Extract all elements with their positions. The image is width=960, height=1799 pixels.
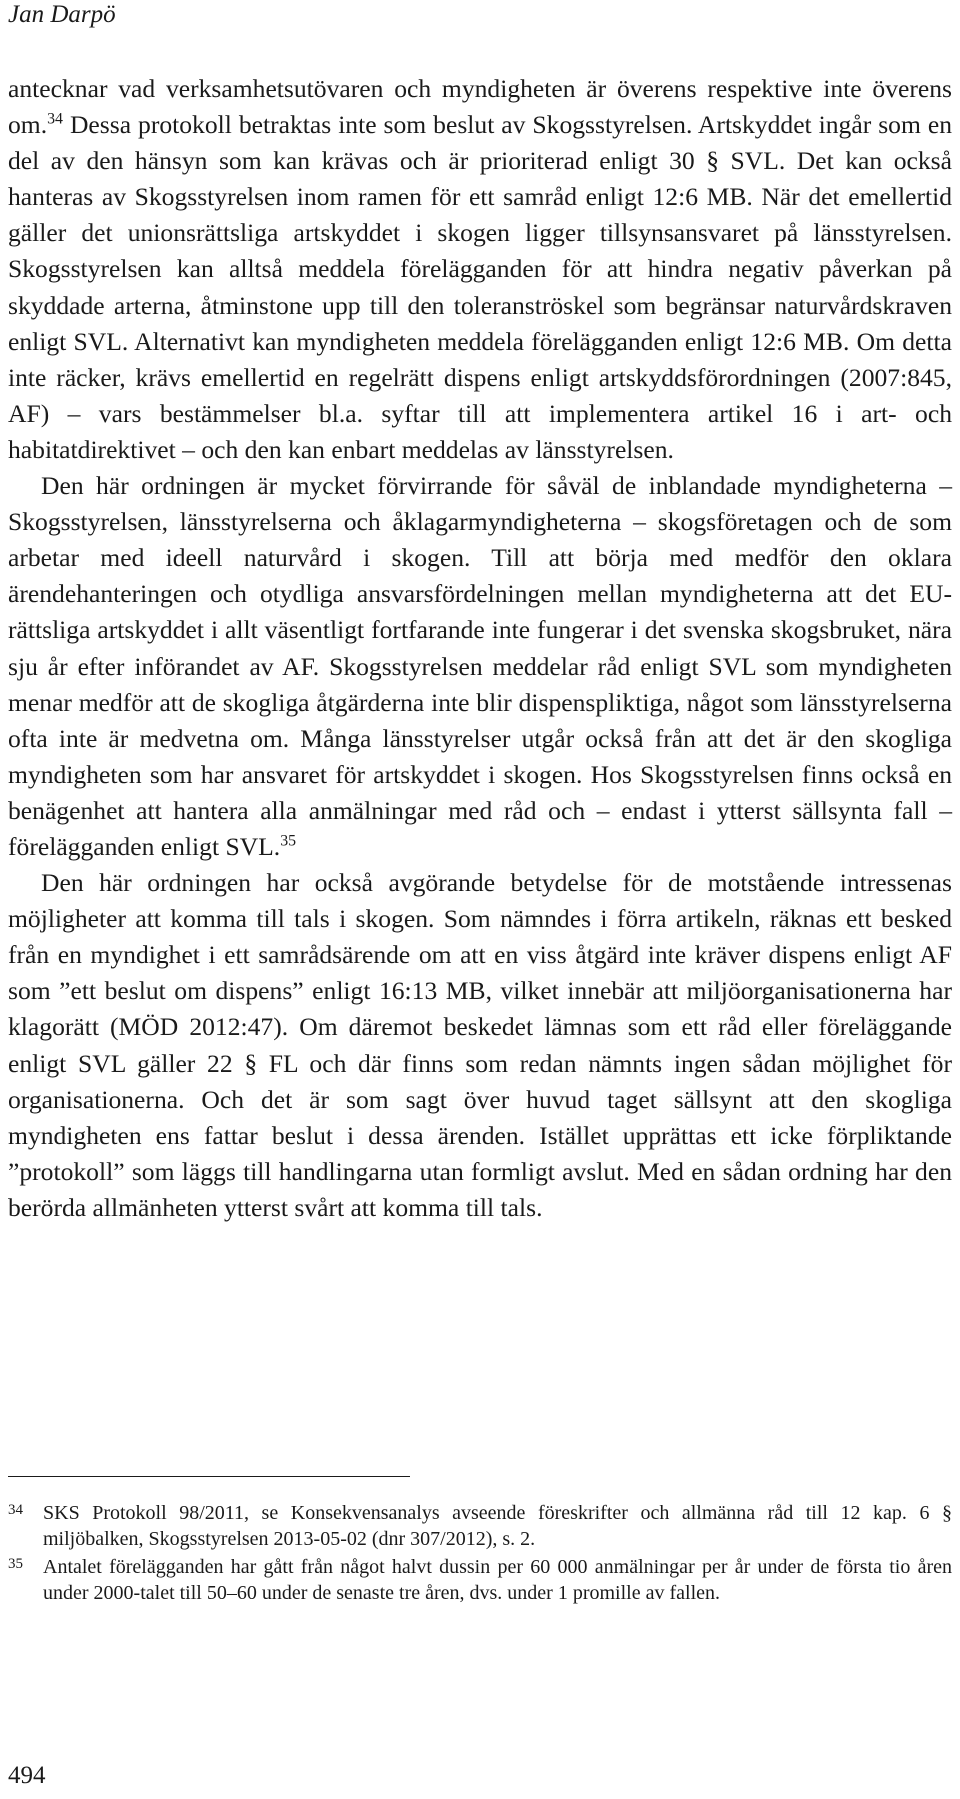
footnote-34 bbox=[8, 1500, 952, 1552]
footnote-divider bbox=[8, 1476, 410, 1477]
paragraph-1 bbox=[8, 71, 952, 468]
paragraph-3-text: Den här ordningen har också avgörande betydelse för de motstående intressenas möjligheter att komma till tals i skogen. Som nämndes i förra artikeln, räknas ett besked från en myndighet i ett samrådsärende om att en viss åtgärd inte kräver dispens enligt AF som ”ett beslut om dispens” enligt 16:13 MB, vilket innebär att miljöorganisationerna har klagorätt (MÖD 2012:47). Om däremot beskedet lämnas som ett råd eller föreläggande enligt SVL gäller 22 § FL och där finns som redan nämnts ingen sådan möjlighet för organisationerna. Och det är som sagt över huvud taget sällsynt att den skogliga myndigheten ens fattar beslut i dessa ärenden. Istället upprättas ett icke förpliktande ”protokoll” som läggs till handlingarna utan formligt avslut. Med en sådan ordning har den berörda allmänheten ytterst svårt att komma till tals. bbox=[8, 868, 952, 1222]
footnote-text: Antalet förelägganden har gått från något halvt dussin per 60 000 anmälningar per år under de första tio åren under 2000-talet till 50–60 under de senaste tre åren, dvs. under 1 promille av fallen. bbox=[43, 1556, 952, 1604]
footnote-35 bbox=[8, 1554, 952, 1606]
footnote-text: SKS Protokoll 98/2011, se Konsekvensanalys avseende föreskrifter och allmänna råd till 12 kap. 6 § miljöbalken, Skogsstyrelsen 2013-05-02 (dnr 307/2012), s. 2. bbox=[43, 1502, 952, 1550]
footnote-number: 34 bbox=[8, 1502, 23, 1518]
footnote-number: 35 bbox=[8, 1556, 23, 1572]
footnotes bbox=[8, 1500, 952, 1608]
page-number: 494 bbox=[8, 1762, 46, 1789]
footnote-ref-34[interactable]: 34 bbox=[47, 110, 63, 128]
footnote-ref-35[interactable]: 35 bbox=[280, 832, 297, 850]
paragraph-1-text-b: Dessa protokoll betraktas inte som beslut av Skogsstyrelsen. Artskyddet ingår som en del av den hänsyn som kan krävas och är prioriterad enligt 30 § SVL. Det kan också hanteras av Skogsstyrelsen inom ramen för ett samråd enligt 12:6 MB. När det emellertid gäller det unionsrättsliga artskyddet i skogen ligger tillsynsansvaret på länsstyrelsen. Skogsstyrelsen kan alltså meddela förelägganden för att hindra negativ påverkan på skyddade arterna, åtminstone upp till den toleranströskel som begränsar naturvårdskraven enligt SVL. Alternativt kan myndigheten meddela förelägganden enligt 12:6 MB. Om detta inte räcker, krävs emellertid en regelrätt dispens enligt artskyddsförordningen (2007:845, AF) – vars bestämmelser bl.a. syftar till att implementera artikel 16 i art- och habitatdirektivet – och den kan enbart meddelas av länsstyrelsen. bbox=[8, 110, 952, 464]
paragraph-1-text-a: antecknar vad verksamhetsutövaren och myndigheten är överens respektive inte överens om. bbox=[8, 74, 952, 140]
paragraph-2 bbox=[8, 468, 952, 865]
running-header-author: Jan Darpö bbox=[8, 1, 116, 28]
body-text bbox=[8, 71, 952, 1226]
paragraph-2-text: Den här ordningen är mycket förvirrande för såväl de inblandade myndigheterna – Skogsstyrelsen, länsstyrelserna och åklagarmyndigheterna – skogsföretagen och de som arbetar med ideell naturvård i skogen. Till att börja med medför den oklara ärendehanteringen och otydliga ansvarsfördelningen mellan myndigheterna att det EU-rättsliga artskyddet i allt väsentligt fortfarande inte fungerar i det svenska skogsbruket, nära sju år efter införandet av AF. Skogsstyrelsen meddelar råd enligt SVL som myndigheten menar medför att de skogliga åtgärderna inte blir dispenspliktiga, något som länsstyrelserna ofta inte är medvetna om. Många länsstyrelser utgår också från att det är den skogliga myndigheten som har ansvaret för artskyddet i skogen. Hos Skogsstyrelsen finns också en benägenhet att hantera alla anmälningar med råd och – endast i ytterst sällsynta fall – förelägganden enligt SVL. bbox=[8, 471, 952, 861]
paragraph-3 bbox=[8, 865, 952, 1226]
